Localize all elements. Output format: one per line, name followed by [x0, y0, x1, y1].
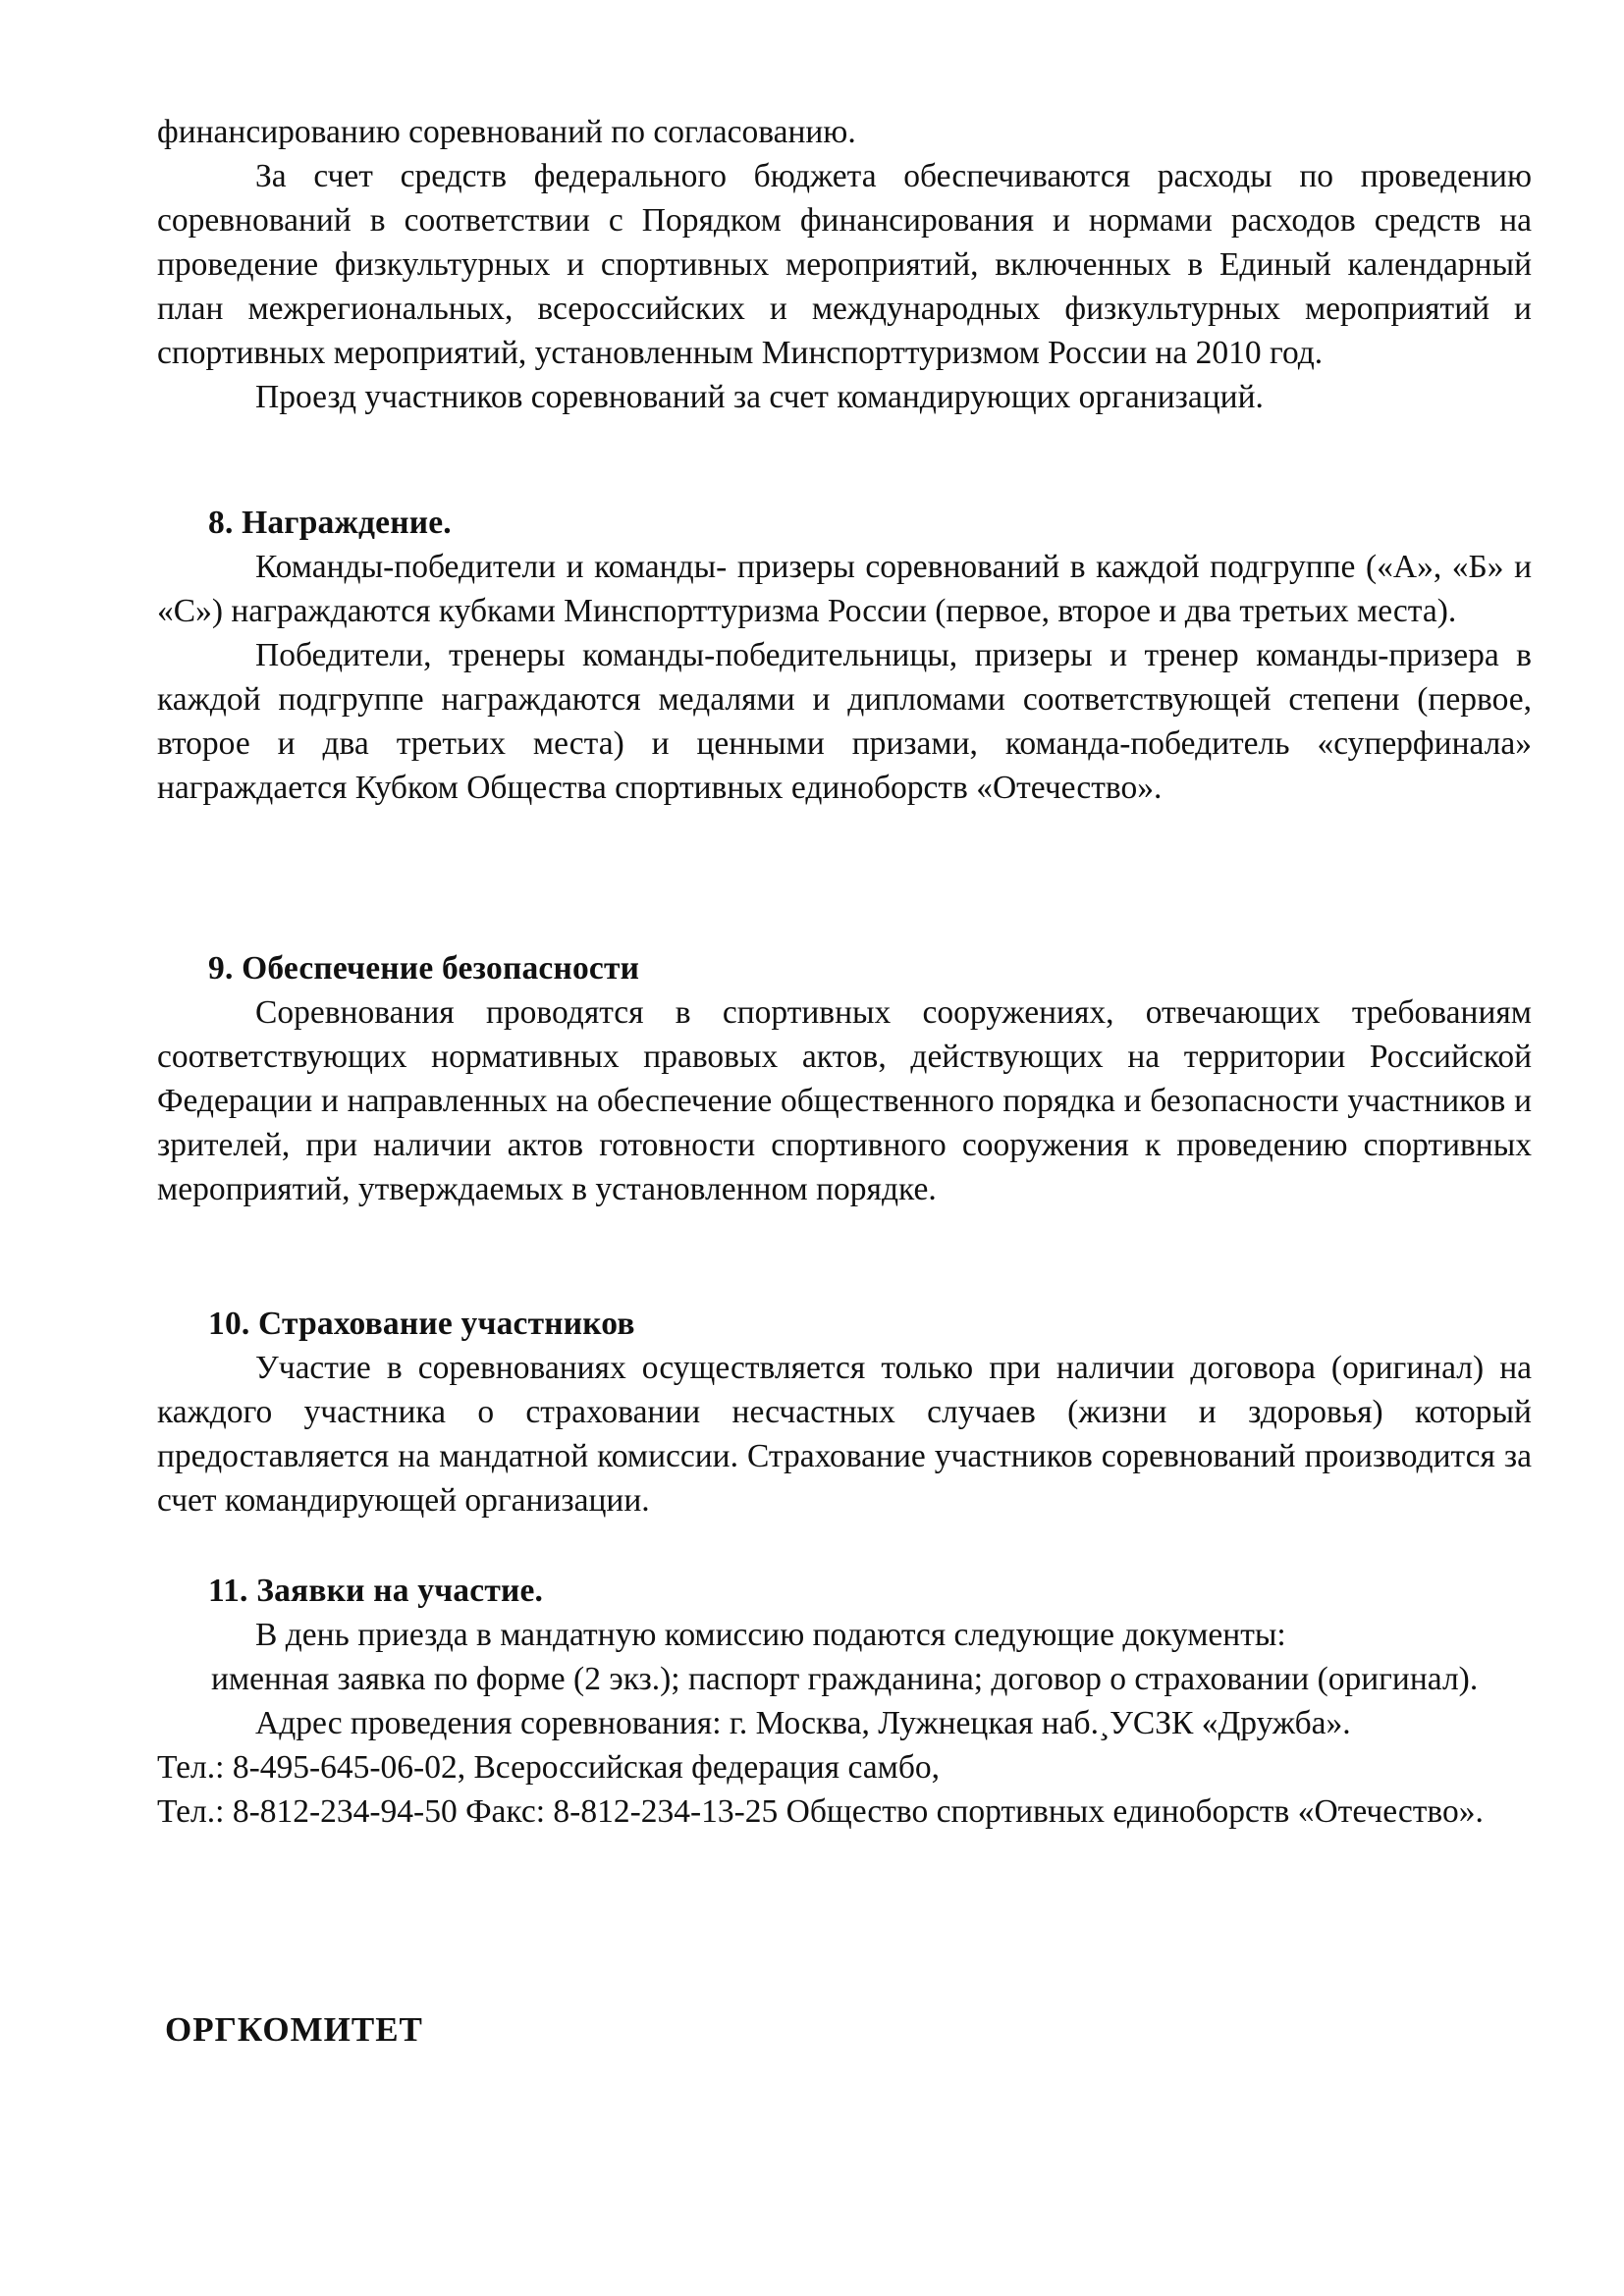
section-9-safety [157, 946, 1532, 1211]
paragraph-document-list: именная заявка по форме (2 экз.); паспорт гражданина; договор о страховании (оригинал). [211, 1661, 1479, 1697]
paragraph-budget: За счет средств федерального бюджета обеспечиваются расходы по проведению соревнований в соответствии с Порядком финансирования и нормами расходов средств на проведение физкультурных и спортивных мероприятий, включенных в Единый календарный план межрегиональных, всероссийских и международных физкультурных мероприятий и спортивных мероприятий, установленным Минспорттуризмом России на 2010 год. [157, 158, 1532, 371]
section-11-applications [157, 1569, 1532, 1834]
section-heading: 8. Награждение. [208, 505, 452, 541]
paragraph-medals: Победители, тренеры команды-победительницы, призеры и тренер команды-призера в каждой подгруппе награждаются медалями и дипломами соответствующей степени (первое, второе и два третьих места) и ценными призами, команда-победитель «суперфинала» награждается Кубком Общества спортивных единоборств «Отечество». [157, 637, 1532, 806]
section-7-financing [157, 110, 1532, 419]
paragraph-travel: Проезд участников соревнований за счет командирующих организаций. [255, 379, 1264, 415]
orgcommittee-signature: ОРГКОМИТЕТ [165, 2010, 423, 2049]
section-heading: 9. Обеспечение безопасности [208, 950, 640, 987]
paragraph-safety: Соревнования проводятся в спортивных сооружениях, отвечающих требованиям соответствующих нормативных правовых актов, действующих на территории Российской Федерации и направленных на обеспечение общественного порядка и безопасности участников и зрителей, при наличии актов готовности спортивного сооружения к проведению спортивных мероприятий, утверждаемых в установленном порядке. [157, 994, 1532, 1207]
section-10-insurance [157, 1302, 1532, 1522]
section-heading: 11. Заявки на участие. [208, 1573, 544, 1609]
paragraph-phone-2: Тел.: 8-812-234-94-50 Факс: 8-812-234-13-25 Общество спортивных единоборств «Отечество». [157, 1793, 1484, 1830]
paragraph-continuation: финансированию соревнований по согласованию. [157, 114, 856, 150]
paragraph-insurance: Участие в соревнованиях осуществляется только при наличии договора (оригинал) на каждого участника о страховании несчастных случаев (жизни и здоровья) который предоставляется на мандатной комиссии. Страхование участников соревнований производится за счет командирующей организации. [157, 1350, 1532, 1519]
paragraph-phone-1: Тел.: 8-495-645-06-02, Всероссийская федерация самбо, [157, 1749, 940, 1786]
paragraph-documents: В день приезда в мандатную комиссию подаются следующие документы: [255, 1617, 1286, 1653]
paragraph-address: Адрес проведения соревнования: г. Москва, Лужнецкая наб.¸УСЗК «Дружба». [255, 1705, 1351, 1741]
paragraph-cups: Команды-победители и команды- призеры соревнований в каждой подгруппе («А», «Б» и «С») награждаются кубками Минспорттуризма России (первое, второе и два третьих места). [157, 549, 1532, 629]
section-heading: 10. Страхование участников [208, 1306, 635, 1342]
section-8-awards [157, 501, 1532, 810]
